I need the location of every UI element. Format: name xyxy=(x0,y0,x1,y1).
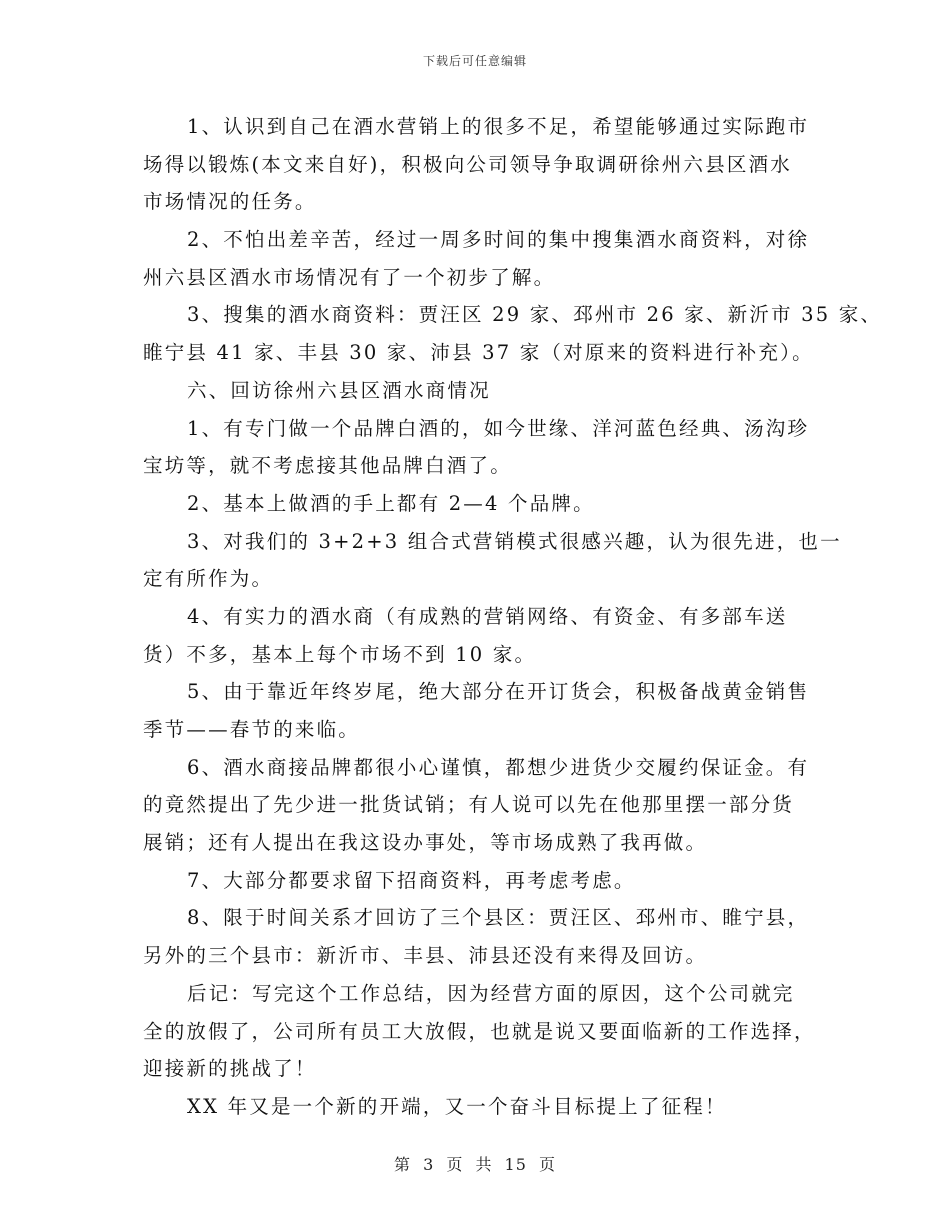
body-text-line: 市场情况的任务。 xyxy=(143,190,317,214)
body-text-line: 6、酒水商接品牌都很小心谨慎，都想少进货少交履约保证金。有 xyxy=(187,755,810,779)
body-text-line: 宝坊等，就不考虑接其他品牌白酒了。 xyxy=(143,454,512,478)
body-text-line: 全的放假了，公司所有员工大放假，也就是说又要面临新的工作选择， xyxy=(143,1019,816,1043)
body-text-line: 场得以锻炼(本文来自好)，积极向公司领导争取调研徐州六县区酒水 xyxy=(143,152,792,176)
body-text-line: 六、回访徐州六县区酒水商情况 xyxy=(187,378,491,402)
body-text-line: XX 年又是一个新的开端，又一个奋斗目标提上了征程！ xyxy=(187,1094,727,1118)
body-text-line: 2、不怕出差辛苦，经过一周多时间的集中搜集酒水商资料，对徐 xyxy=(187,228,810,252)
page-footer: 第 3 页 共 15 页 xyxy=(394,1155,556,1174)
body-text-line: 睢宁县 41 家、丰县 30 家、沛县 37 家（对原来的资料进行补充）。 xyxy=(143,341,814,365)
body-text-line: 展销；还有人提出在我这设办事处，等市场成熟了我再做。 xyxy=(143,831,708,855)
body-text-line: 3、对我们的 3+2+3 组合式营销模式很感兴趣，认为很先进，也一 xyxy=(187,529,842,553)
body-text-line: 2、基本上做酒的手上都有 2—4 个品牌。 xyxy=(187,491,595,515)
body-text-line: 迎接新的挑战了！ xyxy=(143,1057,317,1081)
body-text-line: 州六县区酒水市场情况有了一个初步了解。 xyxy=(143,265,556,289)
document-body xyxy=(143,108,883,1126)
body-text-line: 8、限于时间关系才回访了三个县区：贾汪区、邳州市、睢宁县， xyxy=(187,906,810,930)
body-text-line: 3、搜集的酒水商资料：贾汪区 29 家、邳州市 26 家、新沂市 35 家、 xyxy=(187,303,883,327)
body-text-line: 季节——春节的来临。 xyxy=(143,718,361,741)
body-text-line: 5、由于靠近年终岁尾，绝大部分在开订货会，积极备战黄金销售 xyxy=(187,680,810,704)
body-text-line: 4、有实力的酒水商（有成熟的营销网络、有资金、有多部车送 xyxy=(187,604,788,628)
body-text-line: 7、大部分都要求留下招商资料，再考虑考虑。 xyxy=(187,868,636,892)
body-text-line: 另外的三个县市：新沂市、丰县、沛县还没有来得及回访。 xyxy=(143,944,708,968)
body-text-line: 定有所作为。 xyxy=(143,567,274,591)
body-text-line: 1、有专门做一个品牌白酒的，如今世缘、洋河蓝色经典、汤沟珍 xyxy=(187,416,810,440)
body-text-line: 后记：写完这个工作总结，因为经营方面的原因，这个公司就完 xyxy=(187,981,795,1005)
body-text-line: 的竟然提出了先少进一批货试销；有人说可以先在他那里摆一部分货 xyxy=(143,793,795,817)
body-text-line: 1、认识到自己在酒水营销上的很多不足，希望能够通过实际跑市 xyxy=(187,115,810,138)
body-text-line: 货）不多，基本上每个市场不到 10 家。 xyxy=(143,642,537,666)
page-header: 下载后可任意编辑 xyxy=(422,54,527,68)
